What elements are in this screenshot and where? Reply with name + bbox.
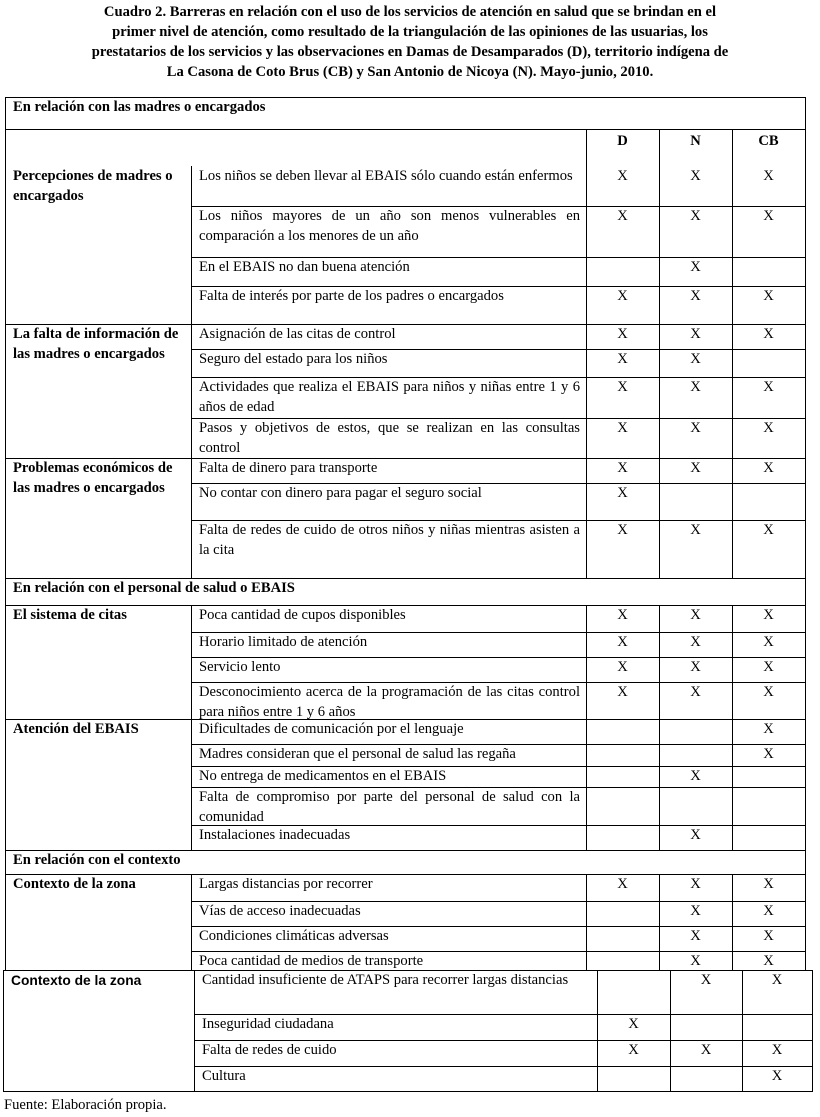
group-label: Atención del EBAIS [13, 721, 139, 737]
column-header-d: D [617, 133, 628, 149]
row-item-text: Falta de redes de cuido [202, 1042, 337, 1058]
mark-n: X [690, 607, 701, 623]
mark-n: X [690, 522, 701, 538]
mark-d: X [617, 684, 628, 700]
mark-d [597, 970, 670, 1014]
mark-cb: X [763, 208, 774, 224]
row-item-text: Falta de compromiso por parte del personal de salud con la comunidad [199, 789, 580, 825]
group-label: Problemas económicos de las madres o encargados [13, 460, 173, 496]
mark-cb: X [763, 522, 774, 538]
caption-line: Cuadro 2. Barreras en relación con el uso de los servicios de atención en salud que se brindan en el [103, 4, 717, 20]
row-item-text: Servicio lento [199, 659, 281, 675]
mark-d: X [617, 288, 628, 304]
group-label: El sistema de citas [13, 607, 127, 623]
mark-d: X [617, 460, 628, 476]
mark-n [670, 1014, 742, 1040]
mark-cb [732, 349, 805, 377]
row-item-text: Actividades que realiza el EBAIS para niños y niñas entre 1 y 6 años de edad [199, 379, 580, 415]
table-rule [805, 97, 806, 970]
mark-n: X [690, 634, 701, 650]
mark-d: X [617, 485, 628, 501]
row-item-text: Instalaciones inadecuadas [199, 827, 351, 843]
column-header-n: N [690, 133, 701, 149]
mark-cb [732, 483, 805, 520]
mark-n [659, 787, 732, 825]
row-item-text: Pasos y objetivos de estos, que se realizan en las consultas control [199, 420, 580, 456]
mark-d: X [617, 876, 628, 892]
mark-cb: X [763, 659, 774, 675]
mark-d: X [628, 1016, 639, 1032]
mark-n: X [690, 684, 701, 700]
row-item-text: Dificultades de comunicación por el lenguaje [199, 721, 464, 737]
mark-n: X [690, 460, 701, 476]
mark-n: X [690, 827, 701, 843]
mark-d [586, 744, 659, 766]
mark-cb: X [771, 1068, 783, 1084]
mark-d [586, 901, 659, 926]
mark-d: X [617, 168, 628, 184]
source-note: Fuente: Elaboración propia. [4, 1097, 167, 1113]
mark-n: X [690, 953, 701, 969]
mark-d [586, 825, 659, 850]
group-label: Percepciones de madres o encargados [13, 168, 173, 204]
row-item-text: Condiciones climáticas adversas [199, 928, 389, 944]
mark-cb: X [763, 721, 774, 737]
mark-n: X [690, 876, 701, 892]
mark-d: X [617, 607, 628, 623]
section-title: En relación con el contexto [13, 852, 181, 868]
group-label: Contexto de la zona [11, 973, 142, 988]
caption-line: primer nivel de atención, como resultado de la triangulación de las opiniones de las usuarias, los [112, 24, 708, 40]
mark-cb: X [771, 972, 783, 988]
mark-d: X [617, 522, 628, 538]
mark-d: X [617, 634, 628, 650]
row-item-text: Inseguridad ciudadana [202, 1016, 334, 1032]
mark-n: X [690, 903, 701, 919]
mark-d: X [617, 379, 628, 395]
mark-cb: X [771, 1042, 783, 1058]
row-item-text: No entrega de medicamentos en el EBAIS [199, 768, 447, 784]
row-item-text: Poca cantidad de medios de transporte [199, 953, 424, 969]
row-item-text: Poca cantidad de cupos disponibles [199, 607, 406, 623]
mark-n: X [700, 972, 712, 988]
mark-cb: X [763, 168, 774, 184]
mark-cb: X [763, 746, 774, 762]
section-title: En relación con el personal de salud o EBAIS [13, 580, 295, 596]
mark-cb [732, 825, 805, 850]
row-item-text: Los niños se deben llevar al EBAIS sólo cuando están enfermos [199, 168, 573, 184]
caption-line: prestatarios de los servicios y las observaciones en Damas de Desamparados (D), territorio indígena de [91, 44, 729, 60]
table-rule [5, 129, 806, 130]
mark-cb [742, 1014, 812, 1040]
mark-n: X [690, 326, 701, 342]
mark-d [586, 257, 659, 286]
row-item-text: Largas distancias por recorrer [199, 876, 373, 892]
section-title: En relación con las madres o encargados [13, 99, 266, 115]
mark-n: X [690, 208, 701, 224]
mark-n: X [690, 351, 701, 367]
mark-d [597, 1066, 670, 1091]
mark-cb: X [763, 420, 774, 436]
mark-d: X [617, 351, 628, 367]
mark-d [586, 926, 659, 951]
row-item-text: No contar con dinero para pagar el seguro social [199, 485, 482, 501]
row-item-text: Falta de dinero para transporte [199, 460, 378, 476]
mark-n [659, 719, 732, 744]
row-item-text: Horario limitado de atención [199, 634, 368, 650]
column-header-cb: CB [758, 133, 779, 149]
mark-cb: X [763, 326, 774, 342]
mark-d: X [617, 659, 628, 675]
mark-n: X [690, 928, 701, 944]
mark-n: X [690, 168, 701, 184]
row-item-text: En el EBAIS no dan buena atención [199, 259, 410, 275]
row-item-text: Vías de acceso inadecuadas [199, 903, 361, 919]
mark-cb: X [763, 928, 774, 944]
mark-cb: X [763, 953, 774, 969]
mark-n [659, 483, 732, 520]
mark-n: X [690, 259, 701, 275]
mark-n: X [690, 379, 701, 395]
mark-cb: X [763, 288, 774, 304]
mark-cb: X [763, 460, 774, 476]
mark-d: X [617, 326, 628, 342]
row-item-text: Madres consideran que el personal de salud las regaña [199, 746, 516, 762]
mark-cb: X [763, 607, 774, 623]
mark-cb [732, 766, 805, 787]
row-item-text: Cantidad insuficiente de ATAPS para recorrer largas distancias [202, 972, 569, 988]
mark-d [586, 951, 659, 970]
mark-n: X [700, 1042, 712, 1058]
mark-cb: X [763, 903, 774, 919]
mark-n [659, 744, 732, 766]
mark-d: X [617, 420, 628, 436]
mark-n: X [690, 659, 701, 675]
row-item-text: Seguro del estado para los niños [199, 351, 388, 367]
caption-line: La Casona de Coto Brus (CB) y San Antonio de Nicoya (N). Mayo-junio, 2010. [166, 64, 654, 80]
mark-n: X [690, 288, 701, 304]
table-rule [3, 1091, 813, 1092]
row-item-text: Los niños mayores de un año son menos vulnerables en comparación a los menores de un año [199, 208, 580, 244]
row-item-text: Cultura [202, 1068, 246, 1084]
row-item-text: Desconocimiento acerca de la programación de las citas control para niños entre 1 y 6 años [199, 684, 580, 720]
mark-n: X [690, 768, 701, 784]
group-label: Contexto de la zona [13, 876, 136, 892]
mark-cb [732, 787, 805, 825]
mark-n [670, 1066, 742, 1091]
mark-cb: X [763, 379, 774, 395]
mark-d [586, 766, 659, 787]
mark-d [586, 719, 659, 744]
mark-cb [732, 257, 805, 286]
mark-cb: X [763, 684, 774, 700]
table-rule [812, 970, 813, 1091]
row-item-text: Falta de interés por parte de los padres o encargados [199, 288, 504, 304]
mark-d [586, 787, 659, 825]
row-item-text: Falta de redes de cuido de otros niños y niñas mientras asisten a la cita [199, 522, 580, 558]
mark-cb: X [763, 876, 774, 892]
row-item-text: Asignación de las citas de control [199, 326, 396, 342]
mark-n: X [690, 420, 701, 436]
mark-d: X [617, 208, 628, 224]
mark-cb: X [763, 634, 774, 650]
mark-d: X [628, 1042, 639, 1058]
group-label: La falta de información de las madres o encargados [13, 326, 179, 362]
